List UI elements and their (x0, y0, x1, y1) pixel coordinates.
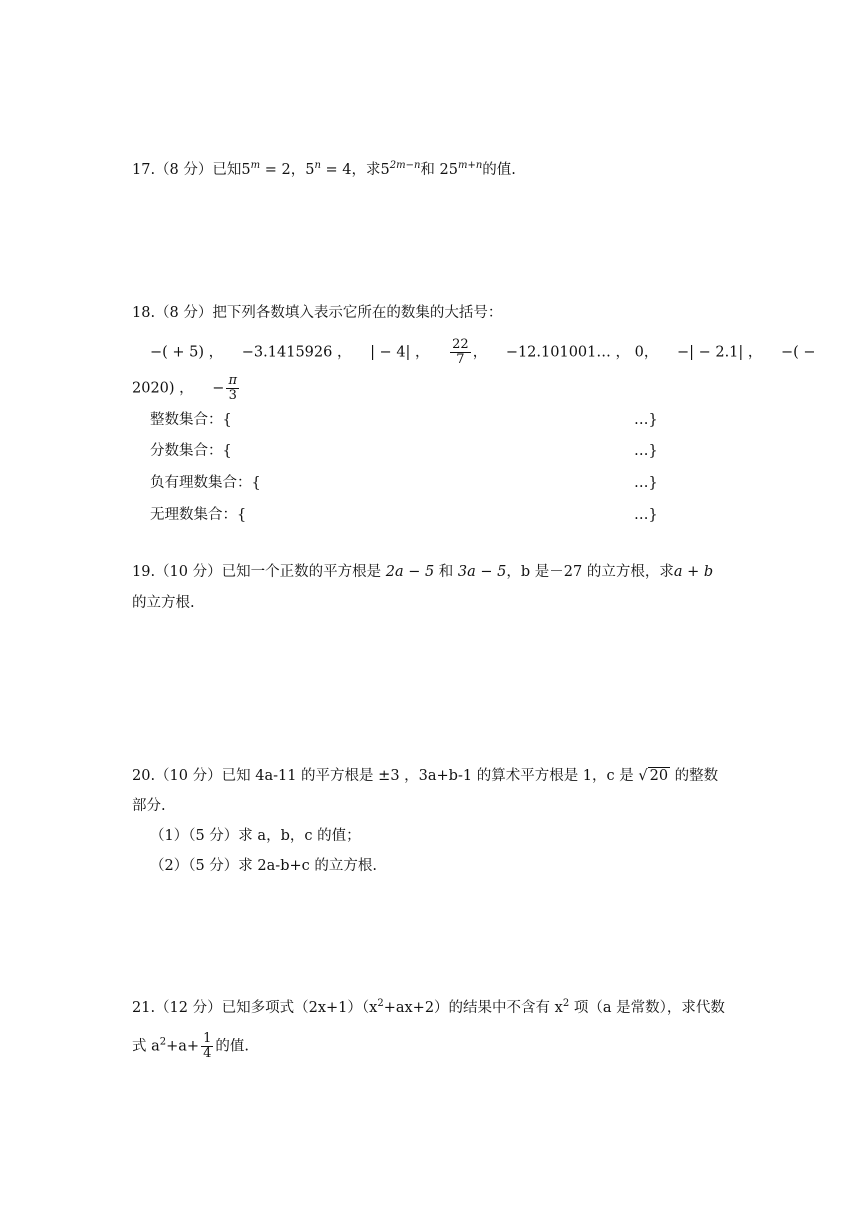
q17-text-1: = 2， (260, 162, 306, 178)
q18-number-7: −| − 2.1| ， (676, 344, 763, 361)
set-fractions (150, 441, 710, 461)
q18-number-9-sign: − (212, 380, 225, 397)
set-negative-rationals (150, 473, 710, 493)
q20-tail: 的整数 (670, 768, 719, 784)
q17-exp-1: m (250, 160, 261, 171)
q21-fraction-denominator: 4 (203, 1046, 212, 1061)
question-20-sub-2: （2）（5 分）求 2a-b+c 的立方根. (150, 858, 377, 874)
q19-expr-2: 3a − 5 (457, 564, 507, 580)
q18-number-3: | − 4| ， (370, 344, 430, 361)
q17-text-2: = 4，求 (320, 162, 381, 178)
q17-base-1: 5 (241, 162, 251, 178)
q18-number-9-numerator: π (228, 373, 237, 388)
q19-mid-2: ，b 是－27 的立方根，求 (506, 564, 674, 580)
q17-base-3: 5 (380, 162, 390, 178)
q21-sup-3: 2 (159, 1036, 167, 1048)
q17-exp-3: 2m−n (389, 160, 421, 171)
q21-text-b: +ax+2）的结果中不含有 x (383, 1000, 563, 1016)
q21-sup-2: 2 (562, 998, 570, 1009)
q20-mid: ，3a+b-1 的算术平方根是 1，c 是 (399, 768, 639, 784)
q18-number-9-fraction (226, 374, 239, 403)
set-end: …} (634, 475, 658, 491)
set-label: 无理数集合：{ (150, 507, 247, 523)
q18-number-1: −( + 5) ， (150, 344, 224, 361)
question-20-line-1 (132, 766, 718, 786)
question-18-numbers-line-1 (150, 338, 816, 367)
q18-number-4-denominator: 7 (456, 352, 465, 367)
question-20-sub-1: （1）（5 分）求 a，b，c 的值； (150, 828, 361, 844)
set-end: …} (634, 412, 658, 428)
q21-text-f: 的值. (215, 1038, 249, 1055)
q20-radicand: 20 (649, 768, 669, 784)
set-label: 负有理数集合：{ (150, 475, 261, 491)
q18-number-8-part-a: −( − (781, 344, 816, 361)
q17-base-2: 5 (305, 162, 315, 178)
q21-text-e: +a+ (166, 1038, 200, 1055)
set-irrationals (150, 505, 710, 525)
q18-number-5: −12.101001… ， (505, 344, 630, 361)
q21-text-c: 项（a 是常数），求代数 (569, 1000, 725, 1016)
question-20-line-2: 部分. (132, 798, 166, 814)
question-21-line-1 (132, 998, 725, 1018)
q20-plus-minus: ±3 (378, 768, 400, 784)
q19-expr-3: a + b (673, 564, 714, 580)
q18-number-4-sep: ， (472, 344, 488, 361)
q18-number-4-numerator: 22 (452, 337, 469, 352)
question-17 (132, 160, 516, 180)
q17-exp-2: n (314, 160, 321, 171)
question-18-heading: 18.（8 分）把下列各数填入表示它所在的数集的大括号： (132, 305, 503, 321)
q19-head: 19.（10 分）已知一个正数的平方根是 (132, 564, 386, 580)
q19-expr-1: 2a − 5 (385, 564, 435, 580)
q20-head: 20.（10 分）已知 4a-11 的平方根是 (132, 768, 379, 784)
q17-base-4: 25 (439, 162, 458, 178)
q21-text-d: 式 a (132, 1038, 160, 1055)
question-19-line-2: 的立方根. (132, 595, 195, 611)
q18-number-8-part-b: 2020) ， (132, 380, 194, 397)
q17-head: 17.（8 分）已知 (132, 162, 242, 178)
set-label: 整数集合：{ (150, 412, 232, 428)
q21-sup-1: 2 (377, 998, 384, 1009)
set-end: …} (634, 507, 658, 523)
q18-number-9-denominator: 3 (228, 388, 237, 403)
q17-text-3: 和 (420, 162, 440, 178)
q21-text-a: 21.（12 分）已知多项式（2x+1）（x (132, 1000, 378, 1016)
question-19-line-1 (132, 562, 713, 582)
question-21-line-2 (132, 1032, 249, 1061)
question-18-numbers-line-2 (132, 374, 241, 403)
sqrt-symbol: √ 20 (638, 768, 669, 784)
q19-mid-1: 和 (434, 564, 458, 580)
q18-number-4-fraction (450, 338, 471, 367)
q18-number-6: 0， (634, 344, 659, 361)
q21-fraction-numerator: 1 (203, 1031, 212, 1046)
set-label: 分数集合：{ (150, 443, 232, 459)
q17-exp-4: m+n (457, 160, 483, 171)
q21-fraction (201, 1032, 213, 1061)
q17-tail: 的值. (482, 162, 516, 178)
set-integers (150, 410, 710, 430)
q18-number-2: −3.1415926 ， (241, 344, 352, 361)
set-end: …} (634, 443, 658, 459)
